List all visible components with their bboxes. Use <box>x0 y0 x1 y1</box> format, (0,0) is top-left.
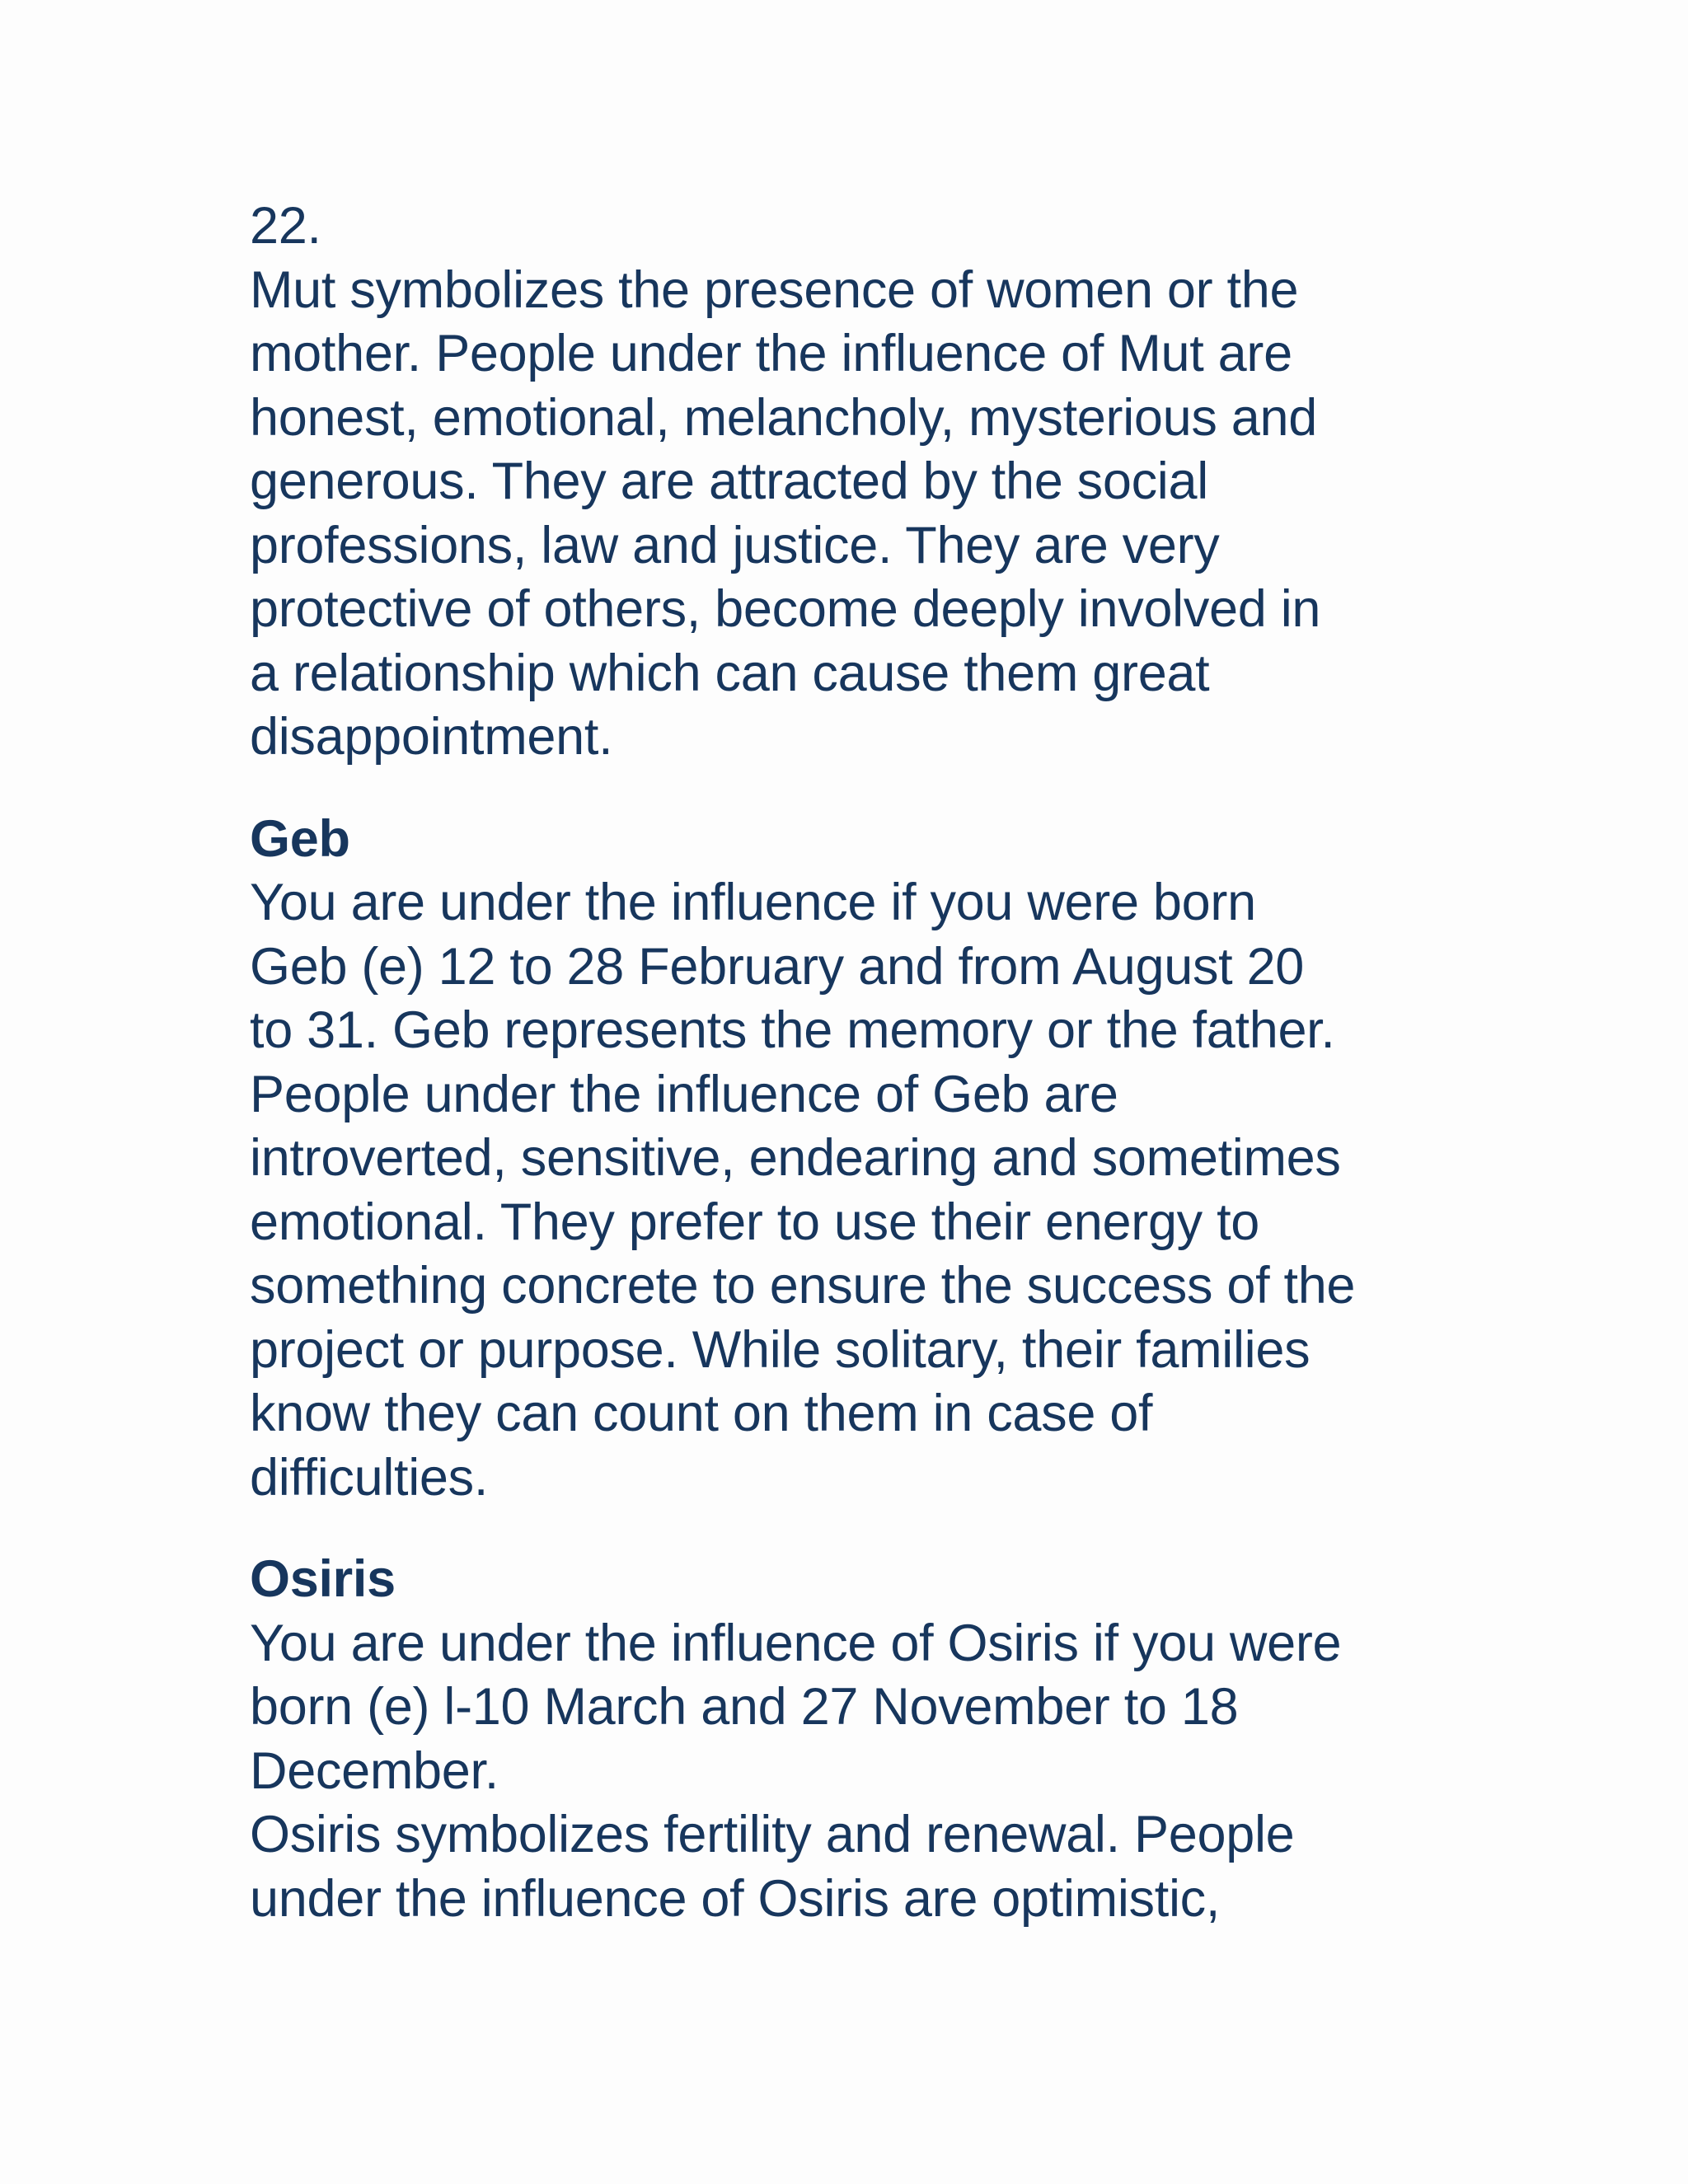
paragraph-line: You are under the influence of Osiris if you were <box>250 1614 1342 1672</box>
paragraph-line: difficulties. <box>250 1448 489 1507</box>
section-heading: Osiris <box>250 1550 396 1608</box>
paragraph-line: emotional. They prefer to use their energy to <box>250 1193 1260 1251</box>
section-osiris <box>250 1548 1486 1931</box>
document-page <box>250 194 1486 1931</box>
paragraph-line: Osiris symbolizes fertility and renewal. People <box>250 1806 1295 1863</box>
page-number: 22. <box>250 197 321 255</box>
section-heading: Geb <box>250 809 350 868</box>
paragraph-line: Geb (e) 12 to 28 February and from August 20 <box>250 937 1305 996</box>
paragraph-line: know they can count on them in case of <box>250 1385 1153 1442</box>
paragraph-line: to 31. Geb represents the memory or the father. <box>250 1001 1335 1059</box>
paragraph-line: project or purpose. While solitary, their families <box>250 1320 1311 1379</box>
paragraph-line: Mut symbolizes the presence of women or the <box>250 260 1299 319</box>
paragraph-line: introverted, sensitive, endearing and sometimes <box>250 1129 1341 1187</box>
paragraph-line: honest, emotional, melancholy, mysterious and <box>250 388 1318 447</box>
paragraph-line: disappointment. <box>250 708 613 766</box>
paragraph-line: a relationship which can cause them great <box>250 644 1210 702</box>
paragraph-line: mother. People under the influence of Mut are <box>250 325 1292 382</box>
paragraph-line: born (e) l-10 March and 27 November to 18 <box>250 1678 1239 1736</box>
paragraph-line: protective of others, become deeply involved in <box>250 580 1321 638</box>
intro-paragraph <box>250 259 1486 770</box>
paragraph-line: professions, law and justice. They are very <box>250 516 1220 574</box>
section-geb <box>250 808 1486 1511</box>
paragraph-line: You are under the influence if you were born <box>250 874 1256 931</box>
paragraph-line: under the influence of Osiris are optimistic, <box>250 1869 1221 1928</box>
paragraph-line: generous. They are attracted by the social <box>250 452 1208 510</box>
paragraph-line: something concrete to ensure the success of the <box>250 1257 1356 1315</box>
paragraph-line: People under the influence of Geb are <box>250 1065 1118 1123</box>
paragraph-line: December. <box>250 1741 499 1800</box>
